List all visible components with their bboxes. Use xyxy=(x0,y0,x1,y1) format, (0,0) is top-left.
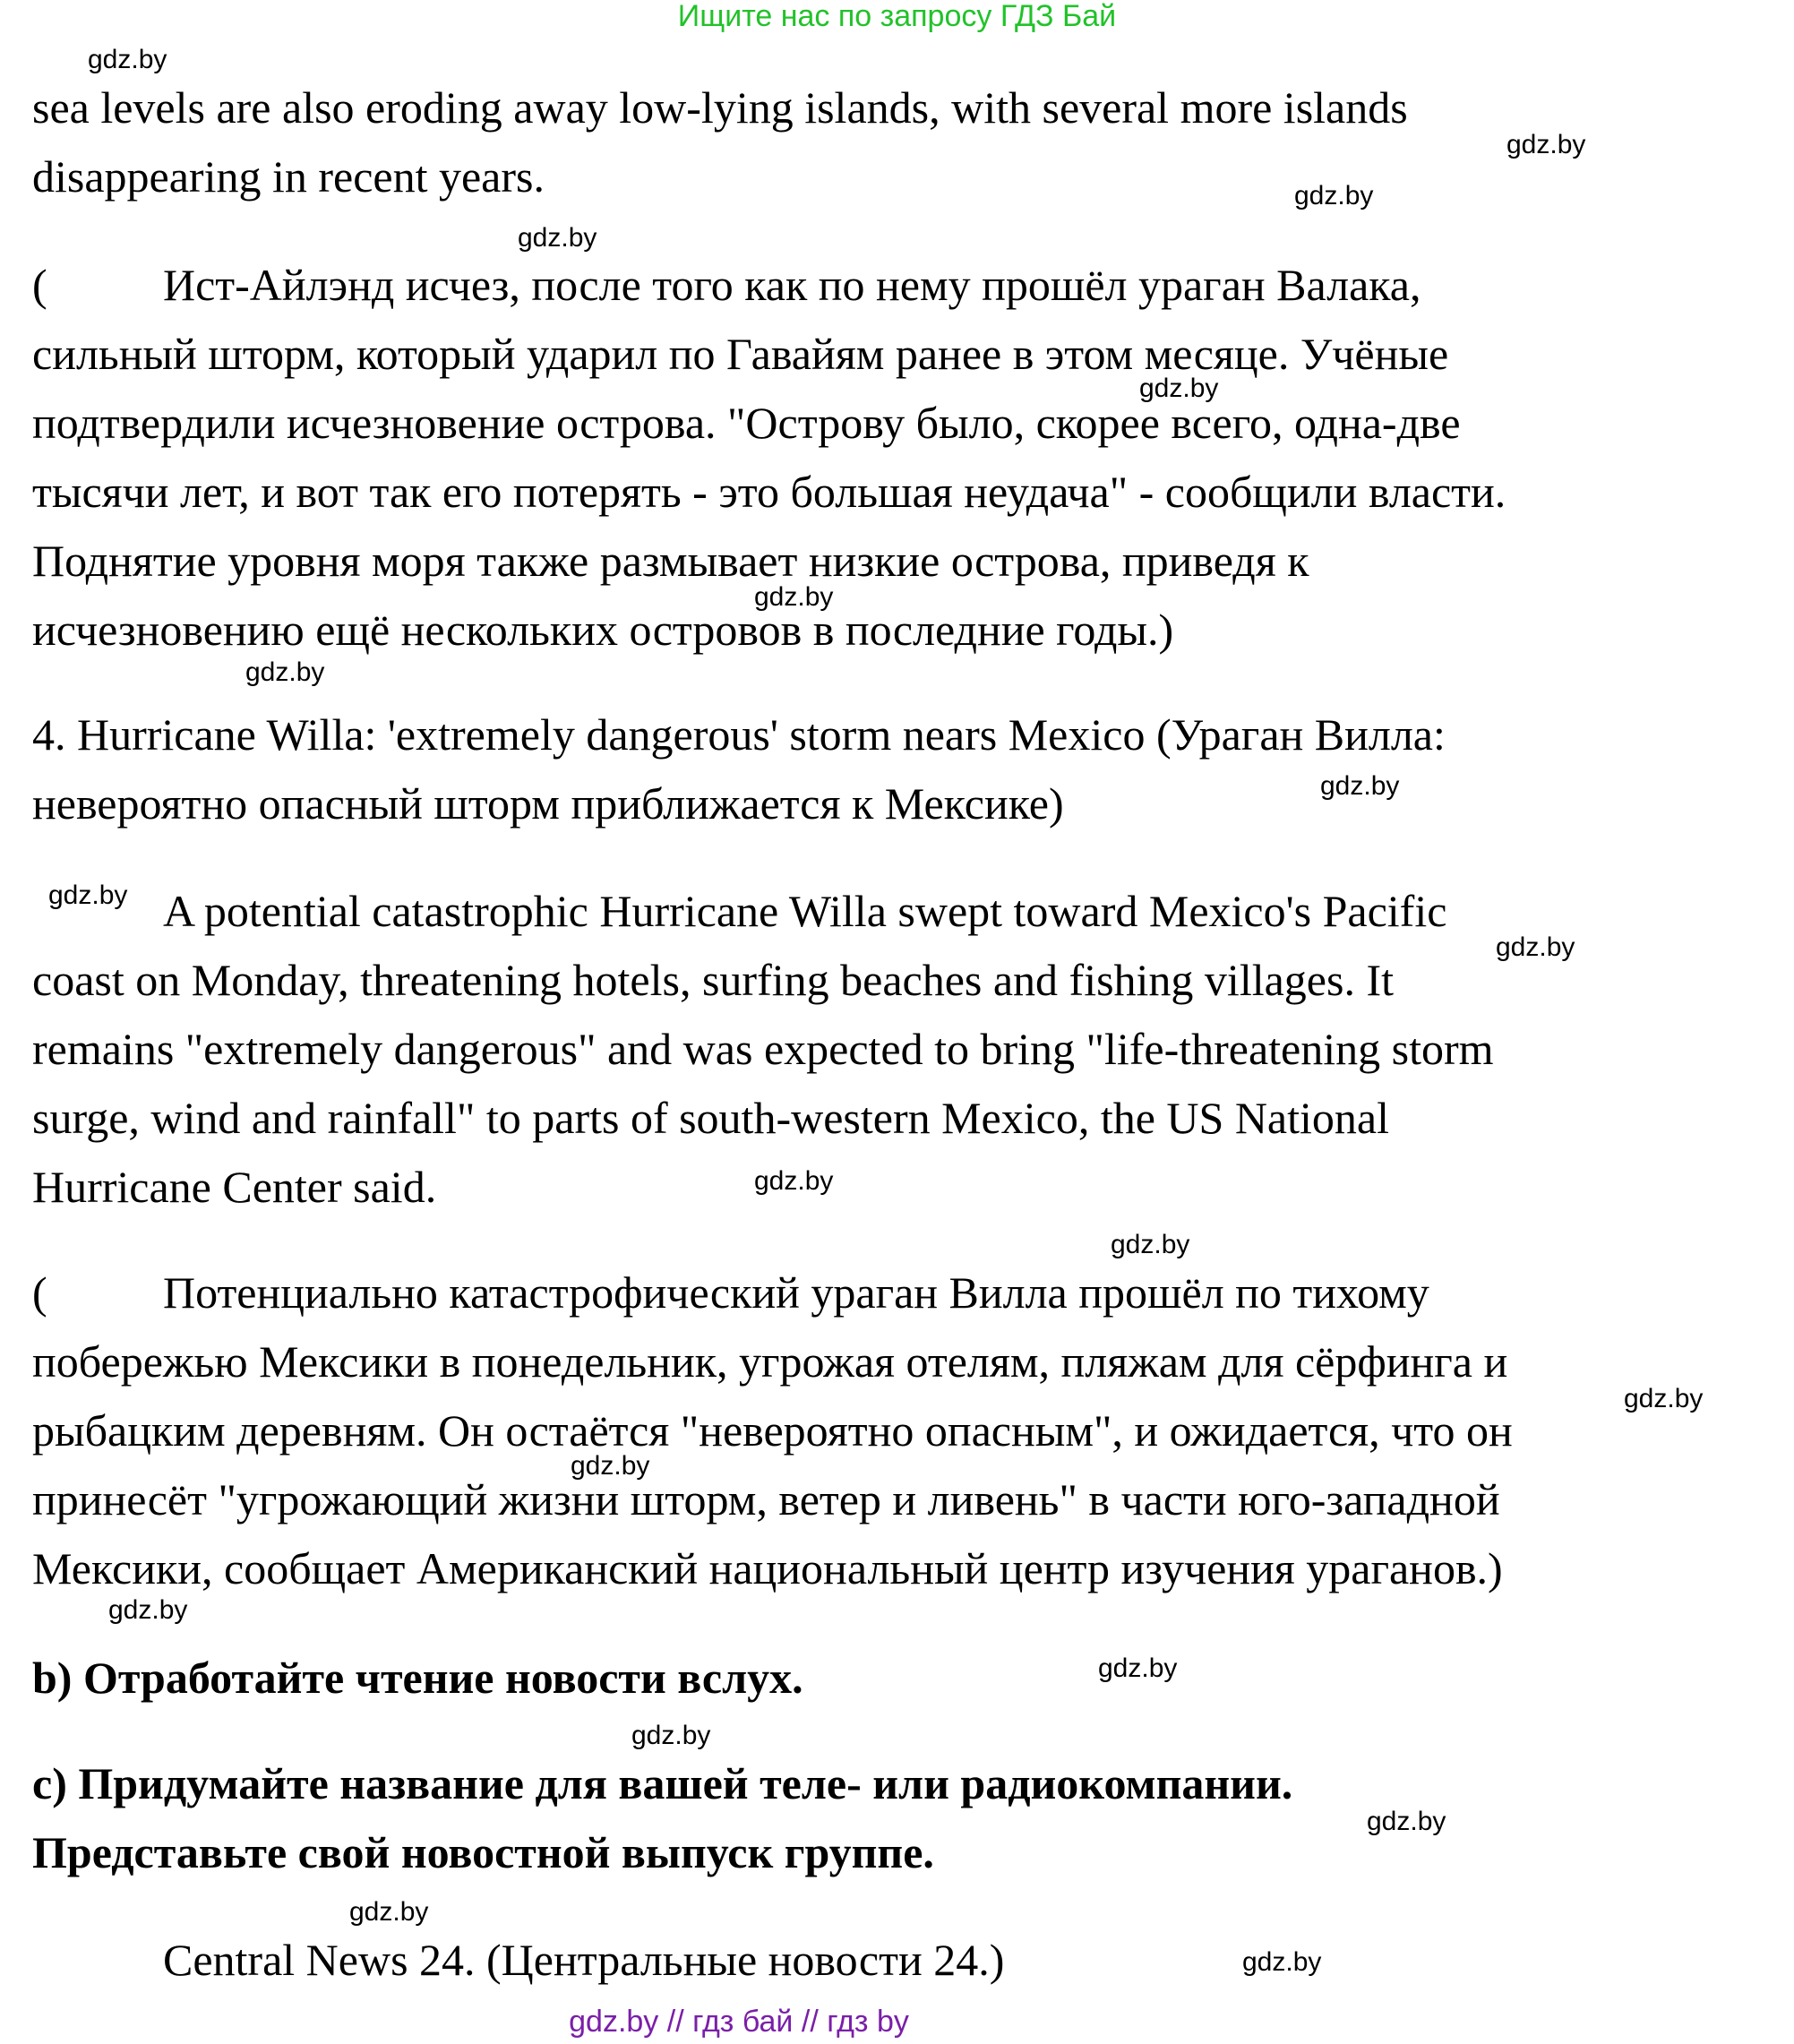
text-line: Мексики, сообщает Американский национальный центр изучения ураганов.) xyxy=(32,1543,1503,1593)
watermark: gdz.by xyxy=(1624,1384,1704,1413)
watermark: gdz.by xyxy=(1242,1947,1322,1977)
text-line-content: A potential catastrophic Hurricane Willa swept toward Mexico's Pacific xyxy=(163,886,1447,936)
text-line: исчезновению ещё нескольких островов в последние годы.) xyxy=(32,605,1174,655)
paragraph-translation-2 xyxy=(32,1258,1770,1603)
watermark: gdz.by xyxy=(1294,181,1374,210)
text-line: рыбацким деревням. Он остаётся "невероятно опасным", и ожидается, что он xyxy=(32,1405,1513,1456)
text-line: Представьте свой новостной выпуск группе. xyxy=(32,1827,934,1877)
text-line: побережью Мексики в понедельник, угрожая отелям, пляжам для сёрфинга и xyxy=(32,1336,1508,1387)
watermark: gdz.by xyxy=(754,1166,834,1196)
text-line-content: Потенциально катастрофический ураган Вилла прошёл по тихому xyxy=(163,1267,1429,1318)
text-line: sea levels are also eroding away low-lying islands, with several more islands xyxy=(32,82,1408,133)
watermark: gdz.by xyxy=(349,1897,429,1927)
watermark: gdz.by xyxy=(48,880,128,910)
watermark: gdz.by xyxy=(108,1595,188,1625)
text-line xyxy=(32,251,1770,320)
watermark: gdz.by xyxy=(1111,1230,1190,1259)
text-line-content: Central News 24. (Центральные новости 24.) xyxy=(163,1935,1005,1985)
watermark: gdz.by xyxy=(245,657,325,687)
watermark: gdz.by xyxy=(754,582,834,612)
text-line: surge, wind and rainfall" to parts of south-western Mexico, the US National xyxy=(32,1093,1389,1143)
task-b xyxy=(32,1644,1770,1713)
text-line: b) Отработайте чтение новости вслух. xyxy=(32,1653,803,1703)
watermark: gdz.by xyxy=(1320,771,1400,801)
task-c xyxy=(32,1749,1770,1887)
text-line xyxy=(32,1258,1770,1327)
watermark: gdz.by xyxy=(631,1721,711,1750)
paragraph-translation-1 xyxy=(32,251,1770,665)
watermark: gdz.by xyxy=(1496,932,1575,962)
watermark: gdz.by xyxy=(1139,374,1219,403)
text-line: Поднятие уровня моря также размывает низкие острова, приведя к xyxy=(32,536,1309,586)
text-line: тысячи лет, и вот так его потерять - это большая неудача" - сообщили власти. xyxy=(32,467,1506,517)
top-banner: Ищите нас по запросу ГДЗ Бай xyxy=(677,0,1117,33)
footer-watermark: gdz.by // гдз бай // гдз by xyxy=(569,2005,909,2039)
text-line: coast on Monday, threatening hotels, surfing beaches and fishing villages. It xyxy=(32,955,1394,1005)
answer-line xyxy=(32,1926,1770,1995)
watermark: gdz.by xyxy=(88,45,167,74)
watermark: gdz.by xyxy=(1098,1653,1178,1683)
paragraph-english-2 xyxy=(32,877,1770,1222)
text-line xyxy=(32,1926,1770,1995)
text-line: disappearing in recent years. xyxy=(32,151,545,202)
text-line: Hurricane Center said. xyxy=(32,1162,437,1212)
text-line: сильный шторм, который ударил по Гавайям ранее в этом месяце. Учёные xyxy=(32,329,1449,379)
watermark: gdz.by xyxy=(518,223,597,253)
news-heading-4 xyxy=(32,700,1770,838)
text-line: c) Придумайте название для вашей теле- или радиокомпании. xyxy=(32,1758,1293,1808)
text-line: remains "extremely dangerous" and was expected to bring "life-threatening storm xyxy=(32,1024,1494,1074)
text-line: принесёт "угрожающий жизни шторм, ветер и ливень" в части юго-западной xyxy=(32,1474,1500,1524)
open-paren: ( xyxy=(32,1267,47,1318)
text-line: подтвердили исчезновение острова. "Острову было, скорее всего, одна-две xyxy=(32,398,1461,448)
watermark: gdz.by xyxy=(1367,1807,1446,1836)
watermark: gdz.by xyxy=(1506,130,1586,159)
open-paren: ( xyxy=(32,260,47,310)
watermark: gdz.by xyxy=(571,1451,650,1481)
text-line-content: Ист-Айлэнд исчез, после того как по нему прошёл ураган Валака, xyxy=(163,260,1421,310)
text-line: невероятно опасный шторм приближается к Мексике) xyxy=(32,778,1064,829)
text-line: 4. Hurricane Willa: 'extremely dangerous' storm nears Mexico (Ураган Вилла: xyxy=(32,709,1446,760)
